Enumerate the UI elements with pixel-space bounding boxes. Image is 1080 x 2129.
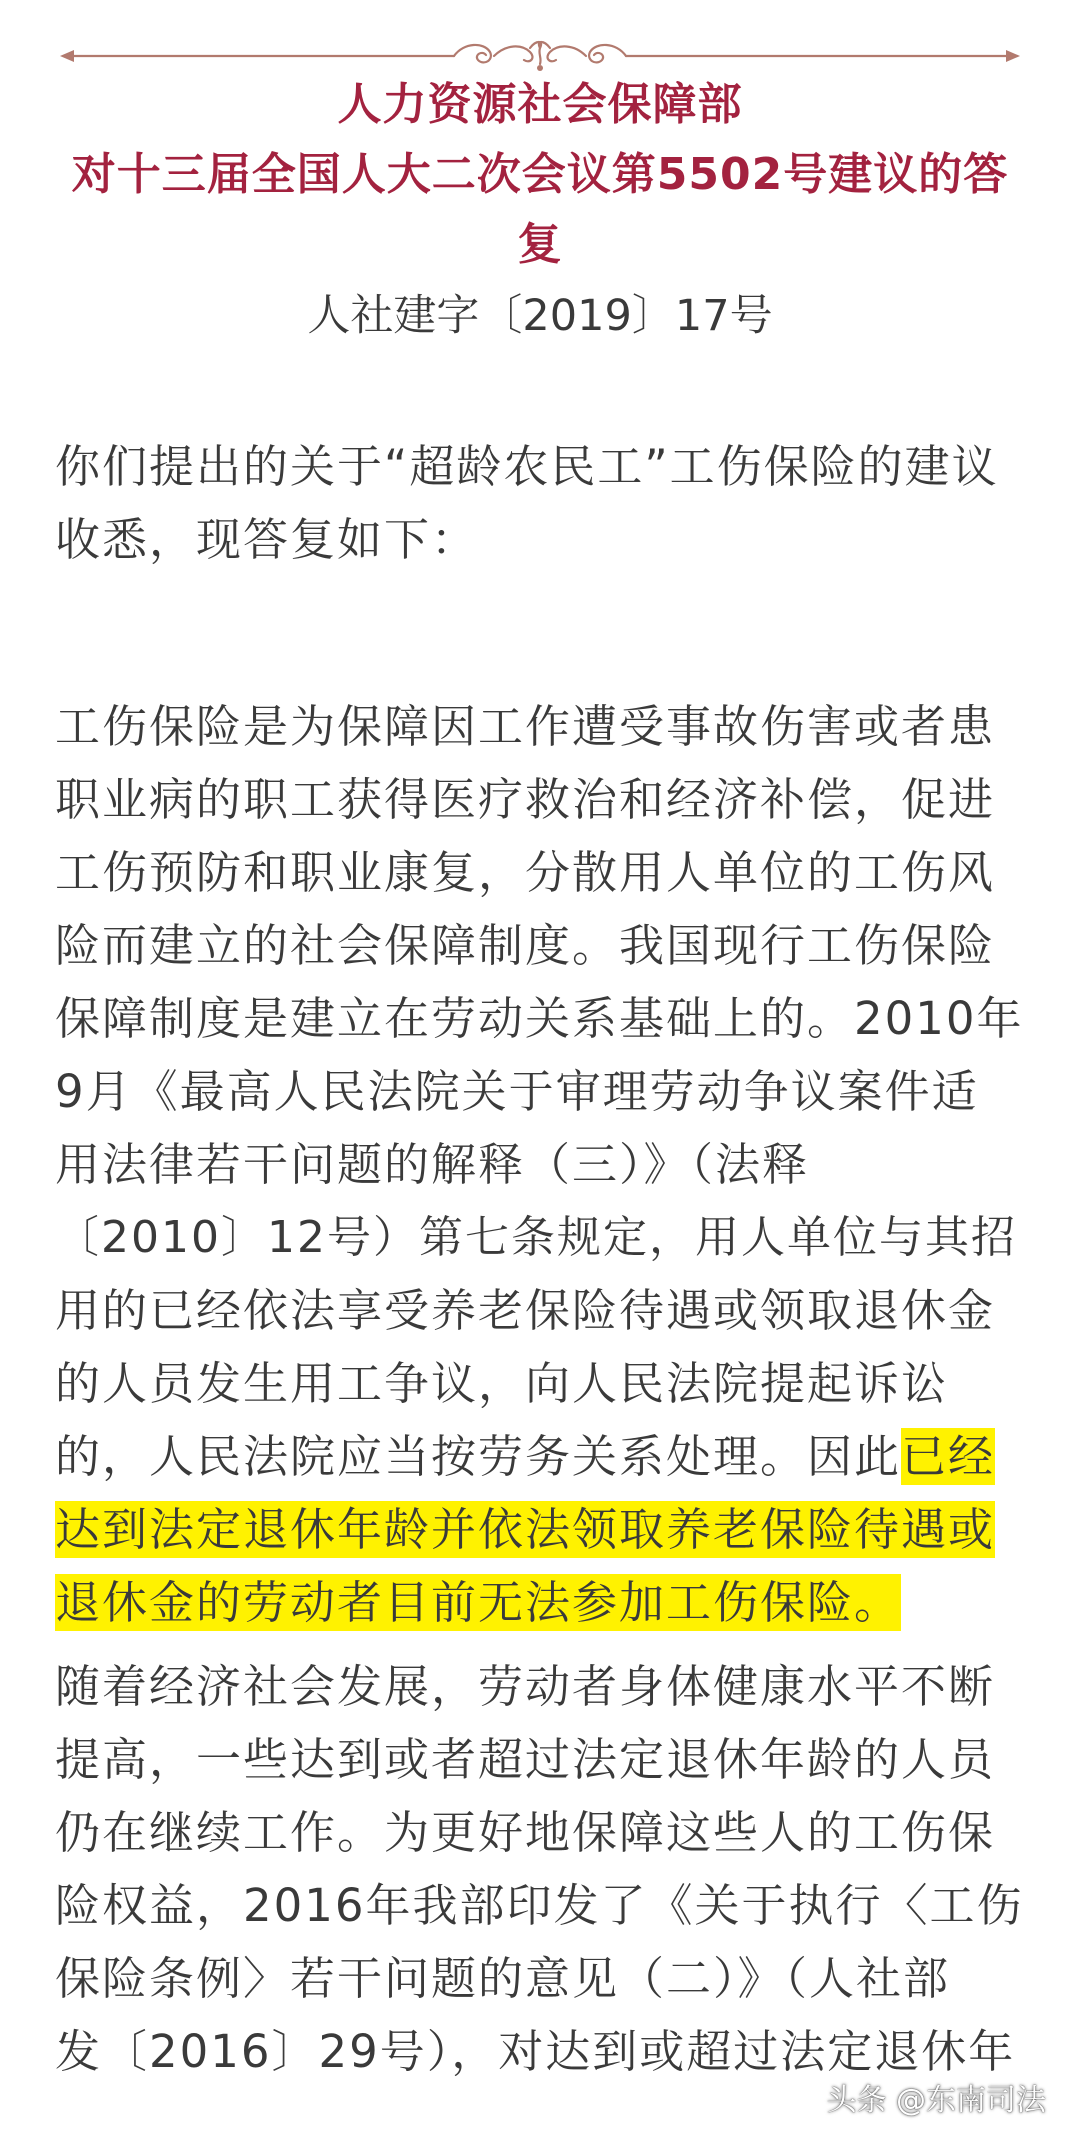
text-line (55, 1493, 1025, 1566)
text-line (55, 690, 1025, 763)
document-number: 人社建字〔2019〕17号 (307, 291, 773, 341)
text-line (55, 1650, 1025, 1723)
title-line: 复 (517, 219, 563, 270)
text-line (55, 1796, 1025, 1869)
toutiao-logo-icon (784, 2080, 818, 2114)
ornament-divider-icon (54, 38, 1026, 74)
text-line (55, 1723, 1025, 1796)
watermark-text: 头条 @东南司法 (826, 2083, 1046, 2118)
title-line: 人力资源社会保障部 (337, 79, 743, 130)
text-segment: 的，人民法院应当按劳务关系处理。因此 (55, 1430, 902, 1483)
highlighted-text: 已经 (901, 1430, 996, 1483)
text-line (55, 1055, 1025, 1128)
watermark (784, 2075, 1046, 2119)
text-line (55, 909, 1025, 982)
text-segment: 险权益，2016年我部印发了《关于执行〈工伤 (55, 1879, 1024, 1932)
text-segment: 的人员发生用工争议，向人民法院提起诉讼 (55, 1357, 949, 1410)
text-line (55, 503, 1025, 576)
highlighted-text: 退休金的劳动者目前无法参加工伤保险。 (55, 1576, 902, 1629)
text-segment: 用的已经依法享受养老保险待遇或领取退休金 (55, 1284, 996, 1337)
text-line (55, 982, 1025, 1055)
text-segment: 〔2010〕12号）第七条规定，用人单位与其招 (55, 1212, 1017, 1263)
title-line: 对十三届全国人大二次会议第5502号建议的答 (71, 149, 1009, 200)
text-segment: 9月《最高人民法院关于审理劳动争议案件适 (55, 1065, 979, 1118)
text-segment: 随着经济社会发展，劳动者身体健康水平不断 (55, 1660, 996, 1713)
text-segment: 保障制度是建立在劳动关系基础上的。2010年 (55, 992, 1024, 1045)
text-segment: 收悉，现答复如下： (55, 513, 479, 566)
text-line (55, 1201, 1025, 1274)
text-segment: 险而建立的社会保障制度。我国现行工伤保险 (55, 919, 996, 972)
page-title (40, 70, 1040, 280)
text-segment: 发〔2016〕29号），对达到或超过法定退休年 (55, 2025, 1016, 2078)
text-segment: 工伤保险是为保障因工作遭受事故伤害或者患 (55, 700, 996, 753)
text-line (55, 763, 1025, 836)
paragraph (55, 430, 1025, 576)
text-line (55, 1420, 1025, 1493)
text-segment: 用法律若干问题的解释（三）》（法释 (55, 1138, 810, 1191)
text-line (55, 430, 1025, 503)
text-segment: 你们提出的关于“超龄农民工”工伤保险的建议 (55, 440, 999, 493)
text-line (55, 1942, 1025, 2015)
text-segment: 工伤预防和职业康复，分散用人单位的工伤风 (55, 846, 996, 899)
text-line (55, 836, 1025, 909)
text-segment: 保险条例〉若干问题的意见（二）》（人社部 (55, 1952, 951, 2005)
highlighted-text: 达到法定退休年龄并依法领取养老保险待遇或 (55, 1503, 996, 1556)
text-line (55, 1347, 1025, 1420)
text-line (55, 1566, 1025, 1639)
paragraph (55, 690, 1025, 1639)
text-line (55, 1128, 1025, 1201)
paragraph (55, 1650, 1025, 2088)
text-segment: 提高，一些达到或者超过法定退休年龄的人员 (55, 1733, 996, 1786)
text-line (55, 1274, 1025, 1347)
text-line (55, 1869, 1025, 1942)
text-segment: 职业病的职工获得医疗救治和经济补偿，促进 (55, 773, 996, 826)
text-segment: 仍在继续工作。为更好地保障这些人的工伤保 (55, 1806, 996, 1859)
